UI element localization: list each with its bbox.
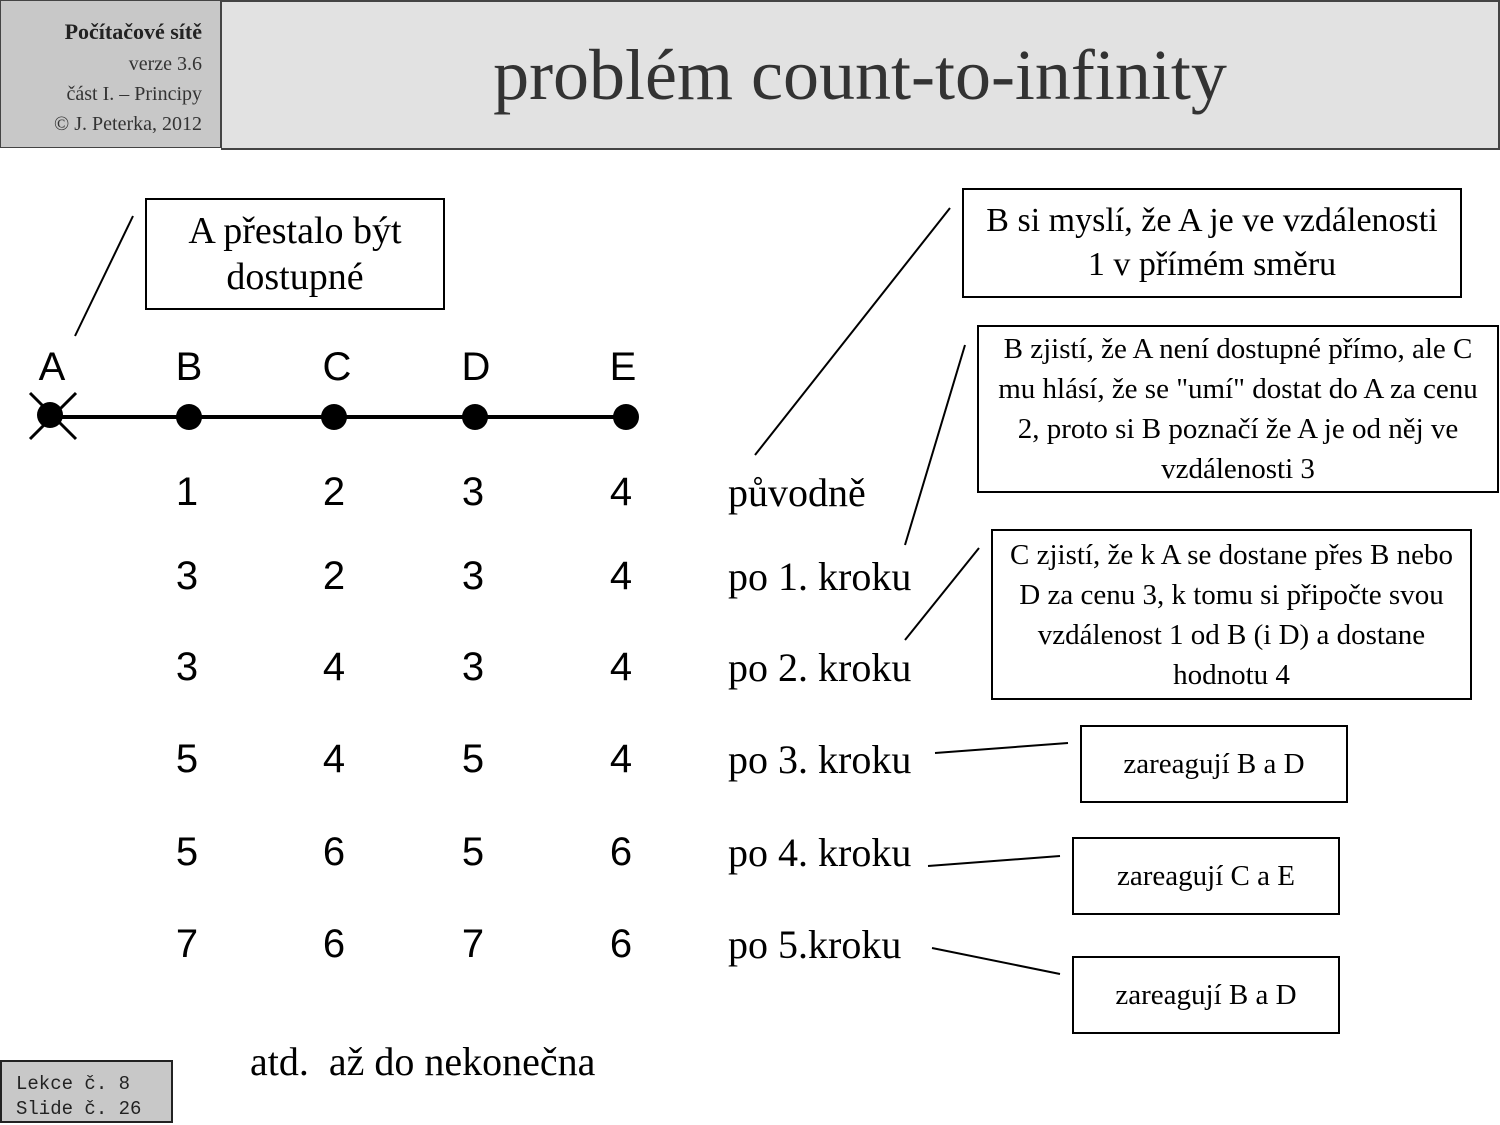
connector-react-3 [935, 743, 1068, 753]
slide-footer [0, 1060, 173, 1123]
node-e-dot [613, 404, 639, 430]
distance-cell: 7 [461, 922, 485, 966]
version-text: verze 3.6 [128, 53, 202, 75]
distance-cell: 5 [461, 737, 485, 781]
connector-react-5 [932, 948, 1060, 974]
connector-a-unreachable [75, 216, 133, 336]
slide-number: Slide č. 26 [16, 1098, 142, 1120]
node-b-dot [176, 404, 202, 430]
node-label-d: D [461, 345, 491, 389]
step-label: po 3. kroku [728, 737, 912, 782]
lecture-number: Lekce č. 8 [16, 1073, 131, 1095]
distance-cell: 4 [322, 645, 346, 689]
distance-cell: 4 [609, 554, 633, 598]
distance-cell: 4 [609, 737, 633, 781]
distance-cell: 2 [322, 470, 346, 514]
distance-cell: 7 [175, 922, 199, 966]
step-label: po 2. kroku [728, 645, 912, 690]
distance-cell: 5 [461, 830, 485, 874]
node-label-a: A [38, 345, 66, 389]
node-d-dot [462, 404, 488, 430]
connector-b-thinks [755, 208, 950, 455]
conclusion-text: atd. až do nekonečna [250, 1039, 596, 1084]
distance-cell: 5 [175, 830, 199, 874]
distance-cell: 6 [322, 830, 346, 874]
distance-cell: 6 [609, 922, 633, 966]
step-label: po 1. kroku [728, 554, 912, 599]
connector-react-4 [928, 856, 1060, 866]
node-label-c: C [322, 345, 352, 389]
callout-a-unreachable: A přestalo být dostupné [145, 198, 445, 310]
distance-cell: 3 [175, 554, 199, 598]
distance-cell: 3 [461, 554, 485, 598]
distance-cell: 1 [175, 470, 199, 514]
callout-react-4: zareagují C a E [1072, 837, 1340, 915]
distance-cell: 4 [322, 737, 346, 781]
step-label: po 4. kroku [728, 830, 912, 875]
distance-cell: 6 [609, 830, 633, 874]
node-label-b: B [175, 345, 203, 389]
distance-cell: 3 [461, 470, 485, 514]
connector-c-finds [905, 548, 979, 640]
node-label-e: E [609, 345, 637, 389]
distance-cell: 3 [175, 645, 199, 689]
node-c-dot [321, 404, 347, 430]
step-label: po 5.kroku [728, 922, 902, 967]
course-name: Počítačové sítě [64, 19, 202, 44]
callout-b-finds: B zjistí, že A není dostupné přímo, ale C mu hlásí, že se "umí" dostat do A za cenu 2, proto si B poznačí že A je od něj ve vzdálenosti 3 [977, 325, 1499, 493]
callout-react-3: zareagují B a D [1080, 725, 1348, 803]
distance-cell: 2 [322, 554, 346, 598]
callout-b-thinks: B si myslí, že A je ve vzdálenosti 1 v přímém směru [962, 188, 1462, 298]
connector-b-finds [905, 345, 965, 545]
part-text: část I. – Principy [66, 83, 202, 105]
copyright-text: © J. Peterka, 2012 [54, 113, 202, 135]
distance-cell: 4 [609, 470, 633, 514]
distance-cell: 6 [322, 922, 346, 966]
distance-cell: 4 [609, 645, 633, 689]
distance-cell: 3 [461, 645, 485, 689]
slide-title: problém count-to-infinity [493, 35, 1227, 115]
callout-react-5: zareagují B a D [1072, 956, 1340, 1034]
step-label: původně [728, 470, 866, 515]
distance-cell: 5 [175, 737, 199, 781]
callout-c-finds: C zjistí, že k A se dostane přes B nebo D za cenu 3, k tomu si připočte svou vzdálenost 1 od B (i D) a dostane hodnotu 4 [991, 529, 1472, 700]
